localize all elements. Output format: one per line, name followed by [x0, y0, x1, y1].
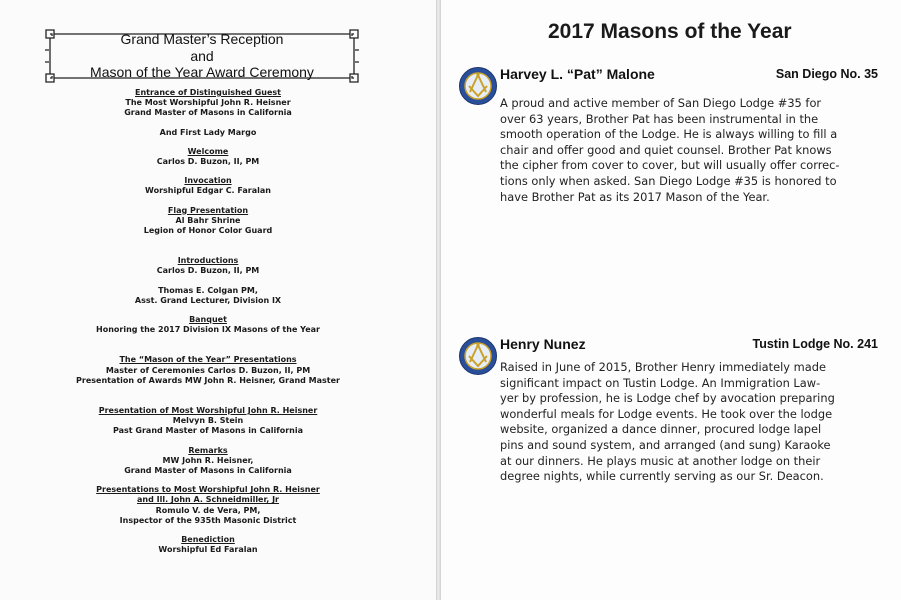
- bio-line: website, organized a dance dinner, procured lodge lapel: [500, 422, 822, 437]
- program-line: Honoring the 2017 Division IX Masons of the Year: [96, 325, 320, 335]
- program-line: Master of Ceremonies Carlos D. Buzon, II, PM: [105, 365, 311, 375]
- program-heading: and Ill. John A. Schneidmiller, Jr: [137, 495, 279, 505]
- program-line: And First Lady Margo: [159, 127, 257, 137]
- program-heading: Flag Presentation: [167, 205, 249, 215]
- program-heading: Welcome: [187, 146, 229, 156]
- program-title-line: Mason of the Year Award Ceremony: [90, 64, 314, 80]
- bio-line: A proud and active member of San Diego Lodge #35 for: [500, 96, 822, 110]
- honoree-bio: [500, 360, 890, 485]
- program-line: Past Grand Master of Masons in California: [113, 426, 303, 436]
- program-line: Worshipful Edgar C. Faralan: [145, 186, 271, 196]
- bio-line: have Brother Pat as its 2017 Mason of the Year.: [500, 189, 770, 204]
- honoree-lodge: San Diego No. 35: [775, 67, 878, 81]
- program-line: Al Bahr Shrine: [175, 215, 241, 225]
- bio-line: at our dinners. He plays music at another lodge on their: [500, 453, 821, 468]
- bio-line: significant impact on Tustin Lodge. An Immigration Law-: [500, 375, 821, 390]
- bio-line: smooth operation of the Lodge. He is always willing to fill a: [500, 127, 838, 142]
- honoree-lodge: Tustin Lodge No. 241: [752, 337, 878, 351]
- program-line: MW John R. Heisner,: [162, 455, 254, 465]
- bio-line: chair and offer good and quiet counsel. Brother Pat knows: [500, 142, 832, 157]
- program-title-frame: [44, 28, 360, 84]
- honoree-name: Harvey L. “Pat” Malone: [500, 66, 655, 82]
- program-heading: The “Mason of the Year” Presentations: [119, 355, 297, 365]
- masonic-seal-icon: [458, 66, 498, 106]
- program-heading: Benediction: [181, 535, 235, 545]
- honoree-name: Henry Nunez: [500, 336, 586, 352]
- program-line: Presentation of Awards MW John R. Heisner, Grand Master: [76, 375, 340, 385]
- bio-line: over 63 years, Brother Pat has been instrumental in the: [500, 111, 819, 126]
- program-list: [40, 88, 376, 556]
- program-line: Grand Master of Masons in California: [124, 466, 292, 476]
- program-line: Asst. Grand Lecturer, Division IX: [134, 295, 282, 305]
- honoree-bio: [500, 96, 890, 205]
- bio-line: tions only when asked. San Diego Lodge #35 is honored to: [500, 173, 837, 188]
- honoree-card: [458, 336, 888, 496]
- program-page: [0, 0, 436, 600]
- bio-line: yer by profession, he is Lodge chef by avocation preparing: [500, 391, 835, 406]
- program-line: Melvyn B. Stein: [172, 416, 244, 426]
- program-line: Carlos D. Buzon, II, PM: [156, 157, 260, 167]
- honoree-card: [458, 66, 888, 216]
- bio-line: pins and sound system, and arranged (and sung) Karaoke: [500, 437, 831, 452]
- program-line: Romulo V. de Vera, PM,: [155, 505, 261, 515]
- program-line: Worshipful Ed Faralan: [158, 545, 258, 555]
- page-title: 2017 Masons of the Year: [548, 20, 792, 43]
- program-line: Carlos D. Buzon, II, PM: [156, 266, 260, 276]
- program-heading: Banquet: [189, 315, 227, 325]
- program-heading: Presentation of Most Worshipful John R. Heisner: [98, 406, 318, 416]
- program-heading: Invocation: [184, 176, 232, 186]
- masonic-seal-icon: [458, 336, 498, 376]
- bio-line: Raised in June of 2015, Brother Henry immediately made: [500, 360, 826, 374]
- program-line: Legion of Honor Color Guard: [143, 226, 273, 236]
- program-heading: Remarks: [188, 445, 228, 455]
- bio-line: degree nights, while currently serving as our Sr. Deacon.: [500, 469, 824, 484]
- program-line: The Most Worshipful John R. Heisner: [125, 98, 291, 108]
- program-line: Thomas E. Colgan PM,: [158, 285, 258, 295]
- program-title-line: and: [190, 47, 214, 64]
- program-title-line: Grand Master’s Reception: [120, 31, 284, 47]
- bio-line: wonderful meals for Lodge events. He took over the lodge: [500, 406, 833, 421]
- program-line: Grand Master of Masons in California: [124, 108, 292, 118]
- program-heading: Entrance of Distinguished Guest: [135, 88, 281, 97]
- program-heading: Introductions: [177, 256, 239, 266]
- program-line: Inspector of the 935th Masonic District: [119, 515, 297, 525]
- bio-line: the cipher from cover to cover, but will usually offer correc-: [500, 158, 840, 173]
- program-title: [44, 31, 360, 81]
- program-heading: Presentations to Most Worshipful John R. Heisner: [96, 485, 320, 495]
